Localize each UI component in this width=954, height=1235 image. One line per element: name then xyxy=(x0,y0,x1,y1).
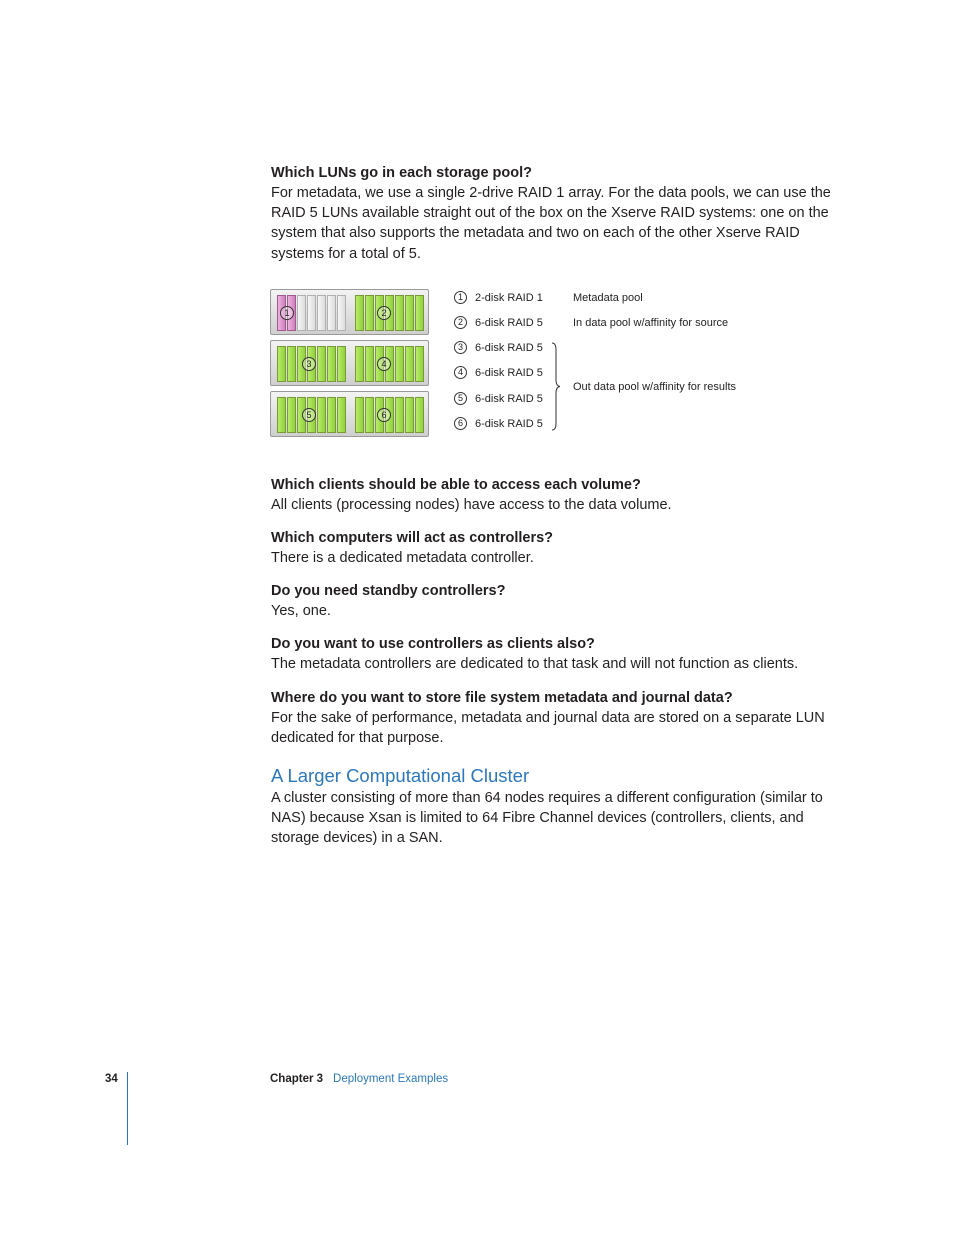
legend-label: 2-disk RAID 1 xyxy=(475,291,543,304)
drive-data xyxy=(405,397,414,433)
drive-empty xyxy=(297,295,306,331)
drive-data xyxy=(365,346,374,382)
answer-line: dedicated for that purpose. xyxy=(271,729,444,746)
lun-badge: 5 xyxy=(302,408,316,422)
section-line: storage devices) in a SAN. xyxy=(271,830,443,847)
section-line: A cluster consisting of more than 64 nodes requires a different configuration (similar to xyxy=(271,790,823,807)
legend-item xyxy=(454,316,543,330)
drive-data xyxy=(355,295,364,331)
answer-text: There is a dedicated metadata controller. xyxy=(271,550,534,567)
legend-number: 2 xyxy=(454,316,467,329)
drive-data xyxy=(395,397,404,433)
answer-line: For metadata, we use a single 2-drive RAID 1 array. For the data pools, we can use the xyxy=(271,185,831,201)
answer-line: For the sake of performance, metadata and journal data are stored on a separate LUN xyxy=(271,709,825,726)
lun-badge: 6 xyxy=(377,408,391,422)
q-clients xyxy=(271,475,831,515)
q-standby xyxy=(271,581,831,621)
drive-empty xyxy=(337,295,346,331)
answer-line: system that also supports the metadata and two on each of the other Xserve RAID xyxy=(271,225,800,242)
footer-rule xyxy=(127,1072,128,1145)
drive-data xyxy=(327,346,336,382)
legend-number: 1 xyxy=(454,291,467,304)
chapter-label: Chapter 3 xyxy=(270,1073,324,1085)
drive-data xyxy=(337,346,346,382)
legend-label: 6-disk RAID 5 xyxy=(475,366,543,379)
drive-empty xyxy=(307,295,316,331)
drive-data xyxy=(317,346,326,382)
legend-item xyxy=(454,341,543,355)
question-heading: Which computers will act as controllers? xyxy=(271,530,554,547)
answer-line: systems for a total of 5. xyxy=(271,245,421,262)
page-number: 34 xyxy=(105,1073,118,1085)
chapter-title: Deployment Examples xyxy=(333,1073,449,1085)
drive-data xyxy=(415,397,424,433)
section-line: NAS) because Xsan is limited to 64 Fibre Channel devices (controllers, clients, and xyxy=(271,810,804,827)
q-controllers-as-clients xyxy=(271,634,831,674)
legend-label: 6-disk RAID 5 xyxy=(475,392,543,405)
legend-number: 6 xyxy=(454,417,467,430)
q-controllers xyxy=(271,528,831,568)
drive-data xyxy=(405,295,414,331)
bracket-brace xyxy=(550,342,562,431)
lun-badge: 3 xyxy=(302,357,316,371)
lun-badge: 2 xyxy=(377,306,391,320)
legend-item xyxy=(454,366,543,380)
section-heading: A Larger Computational Cluster xyxy=(271,765,530,787)
question-heading: Do you need standby controllers? xyxy=(271,583,506,600)
drive-data xyxy=(395,346,404,382)
drive-data xyxy=(277,346,286,382)
answer-text: All clients (processing nodes) have access to the data volume. xyxy=(271,496,672,513)
legend-label: 6-disk RAID 5 xyxy=(475,417,543,430)
drive-data xyxy=(365,397,374,433)
question-heading: Which clients should be able to access each volume? xyxy=(271,476,641,493)
drive-data xyxy=(365,295,374,331)
legend-item xyxy=(454,392,543,406)
drive-empty xyxy=(327,295,336,331)
drive-data xyxy=(405,346,414,382)
legend-number: 3 xyxy=(454,341,467,354)
drive-data xyxy=(415,346,424,382)
drive-data xyxy=(355,397,364,433)
question-heading: Where do you want to store file system metadata and journal data? xyxy=(271,689,733,706)
xserve-raid-unit-1 xyxy=(270,289,429,335)
pool-label: Metadata pool xyxy=(573,291,643,304)
drive-data xyxy=(287,397,296,433)
xserve-raid-unit-3 xyxy=(270,391,429,437)
q-luns xyxy=(271,163,831,264)
drive-data xyxy=(287,346,296,382)
drive-data xyxy=(277,397,286,433)
drive-data xyxy=(317,397,326,433)
drive-data xyxy=(415,295,424,331)
answer-line: RAID 5 LUNs available straight out of the box on the Xserve RAID systems: one on the xyxy=(271,205,829,222)
question-heading: Do you want to use controllers as clients also? xyxy=(271,636,595,653)
legend-item xyxy=(454,417,543,431)
q-metadata-storage xyxy=(271,688,831,748)
legend-label: 6-disk RAID 5 xyxy=(475,341,543,354)
drive-data xyxy=(337,397,346,433)
lun-badge: 4 xyxy=(377,357,391,371)
xserve-raid-unit-2 xyxy=(270,340,429,386)
pool-label: In data pool w/affinity for source xyxy=(573,316,729,329)
legend-number: 4 xyxy=(454,366,467,379)
legend-number: 5 xyxy=(454,392,467,405)
drive-data xyxy=(395,295,404,331)
lun-badge: 1 xyxy=(280,306,294,320)
drive-data xyxy=(355,346,364,382)
drive-data xyxy=(327,397,336,433)
legend-item xyxy=(454,291,543,305)
drive-empty xyxy=(317,295,326,331)
answer-text: Yes, one. xyxy=(271,603,331,620)
answer-text: The metadata controllers are dedicated to that task and will not function as clients. xyxy=(271,656,799,673)
pool-label: Out data pool w/affinity for results xyxy=(573,380,737,393)
raid-figure xyxy=(270,289,831,451)
page-content xyxy=(271,163,831,849)
legend-label: 6-disk RAID 5 xyxy=(475,316,543,329)
footer-chapter xyxy=(270,1073,448,1085)
question-heading: Which LUNs go in each storage pool? xyxy=(271,165,533,181)
